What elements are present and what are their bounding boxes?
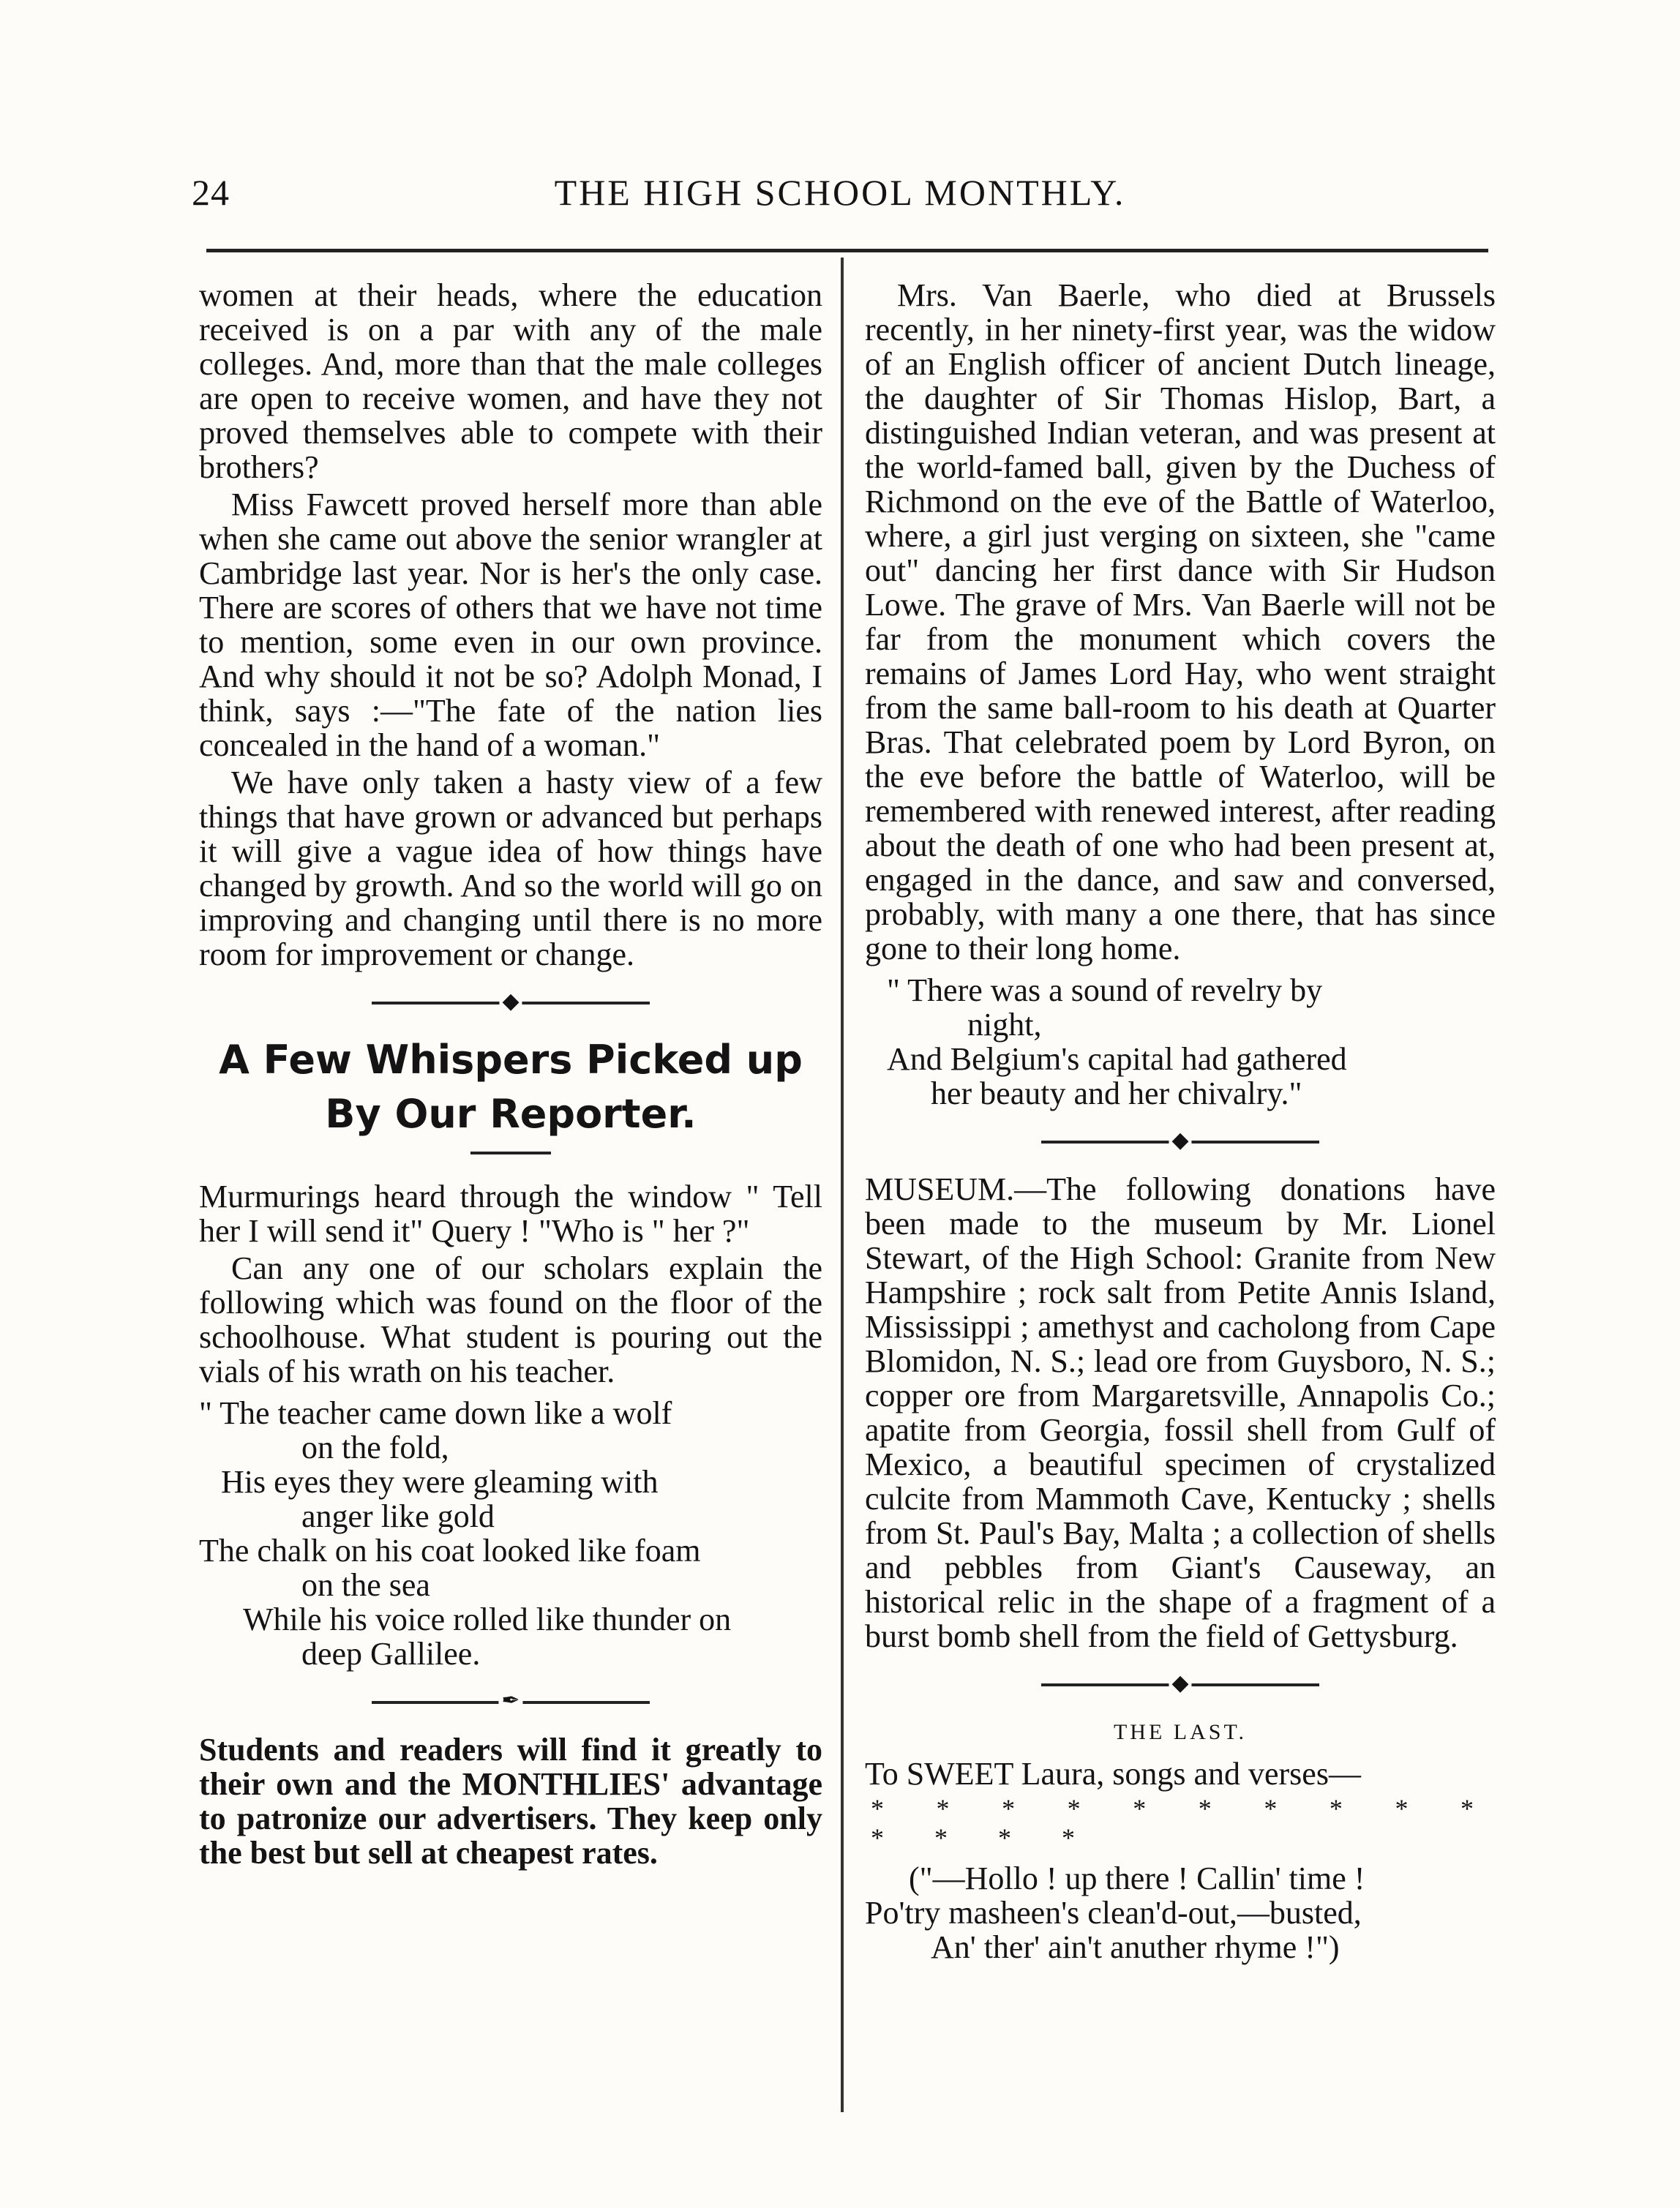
poem-line: on the fold,: [301, 1430, 449, 1465]
left-column: [199, 278, 822, 1873]
whispers-heading-line2: By Our Reporter.: [325, 1091, 697, 1137]
van-baerle-article: Mrs. Van Baerle, who died at Brussels recently, in her ninety-first year, was the widow of an English officer of ancient Dutch lineage, the daughter of Sir Thomas Hislop, Bart, a distinguished Indian veteran, and was present at the world-famed ball, given by the Duchess of Richmond on the eve of the Battle of Waterloo, where, a girl just verging on sixteen, she "came out" dancing her first dance with Sir Hudson Lowe. The grave of Mrs. Van Baerle will not be far from the monument which covers the remains of James Lord Hay, who went straight from the same ball-room to his death at Quarter Bras. That celebrated poem by Lord Byron, on the eve before the battle of Waterloo, will be remembered with renewed interest, after reading about the death of one who had been present at, engaged in the dance, and saw and conversed, probably, with many a one there, that has since gone to their long home.: [865, 277, 1496, 966]
advertisers-note: Students and readers will find it greatly to their own and the MONTHLIES' advantage to patronize our advertisers. They keep only the best but sell at cheapest rates.: [199, 1732, 822, 1871]
whispers-heading-line1: A Few Whispers Picked up: [219, 1037, 803, 1083]
byron-quote: [865, 973, 1496, 1111]
article-para-conclusion: We have only taken a hasty view of a few things that have grown or advanced but perhaps it will give a vague idea of how things have changed by growth. And so the world will go on improving and changing until there is no more room for improvement or change.: [199, 765, 822, 972]
the-last-heading: THE LAST.: [1113, 1720, 1248, 1744]
whispers-heading: [199, 1033, 822, 1141]
heading-short-rule: [470, 1152, 551, 1154]
verse-line: Po'try masheen's clean'd-out,—busted,: [865, 1895, 1362, 1931]
verse-line: ("—Hollo ! up there ! Callin' time !: [909, 1860, 1365, 1896]
section-divider: ◆: [1041, 1670, 1319, 1699]
the-last-line: To SWEET Laura, songs and verses—: [865, 1756, 1361, 1792]
page-number: 24: [192, 172, 230, 213]
page-title: THE HIGH SCHOOL MONTHLY.: [554, 172, 1126, 213]
quote-line: her beauty and her chivalry.": [931, 1075, 1302, 1111]
poem-line: on the sea: [301, 1567, 430, 1603]
poem-line: While his voice rolled like thunder on: [243, 1601, 732, 1637]
section-divider: ✒: [372, 1687, 650, 1716]
quote-line: And Belgium's capital had gathered: [887, 1041, 1347, 1077]
whisper-schoolhouse: Can any one of our scholars explain the following which was found on the floor of the schoolhouse. What student is pouring out the vials of his wrath on his teacher.: [199, 1250, 822, 1389]
poem-line: His eyes they were gleaming with: [221, 1464, 659, 1500]
the-last-verse: [865, 1861, 1496, 1964]
section-divider: ◆: [1041, 1127, 1319, 1156]
museum-text: —The following donations have been made to the museum by Mr. Lionel Stewart, of the High School: Granite from New Hampshire ; rock salt from Petite Annis Island, Mississippi ; amethyst and cacholong from Cape Blomidon, N. S.; lead ore from Guysboro, N. S.; copper ore from Margaretsville, Annapolis Co.; apatite from Georgia, fossil shell from Gulf of Mexico, a beautiful specimen of crystalized culcite from Mammoth Cave, Kentucky ; shells from St. Paul's Bay, Malta ; a collection of shells and pebbles from Giant's Causeway, an historical relic in the shape of a fragment of a burst bomb shell from the field of Gettysburg.: [865, 1171, 1496, 1654]
header-rule: [206, 249, 1488, 252]
poem-line: The chalk on his coat looked like foam: [199, 1533, 701, 1569]
museum-label: MUSEUM.: [865, 1171, 1015, 1207]
right-column: [865, 278, 1496, 1975]
poem-line: anger like gold: [301, 1498, 495, 1534]
verse-line: An' ther' ain't anuther rhyme !"): [931, 1929, 1340, 1965]
column-divider: [841, 258, 844, 2112]
poem-line: deep Gallilee.: [301, 1636, 481, 1672]
whisper-window: Murmurings heard through the window " Tell her I will send it" Query ! "Who is " her ?": [199, 1179, 822, 1249]
quote-line: " There was a sound of revelry by: [887, 972, 1323, 1008]
teacher-poem: [199, 1396, 822, 1671]
article-para-fawcett: Miss Fawcett proved herself more than able when she came out above the senior wrangler at Cambridge last year. Nor is her's the only case. There are scores of others that we have not time to mention, some even in our own province. And why should it not be so? Adolph Monad, I think, says :—"The fate of the nation lies concealed in the hand of a woman.": [199, 487, 822, 763]
museum-notice: [865, 1172, 1496, 1653]
quote-line: night,: [967, 1007, 1042, 1043]
poem-line: " The teacher came down like a wolf: [199, 1395, 672, 1431]
asterisk-row: * * * * * * * * * * * * * *: [871, 1794, 1496, 1852]
article-continuation-para: women at their heads, where the education received is on a par with any of the male colleges. And, more than that the male colleges are open to receive women, and have they not proved themselves able to compete with their brothers?: [199, 277, 822, 485]
section-divider: ◆: [372, 988, 650, 1017]
